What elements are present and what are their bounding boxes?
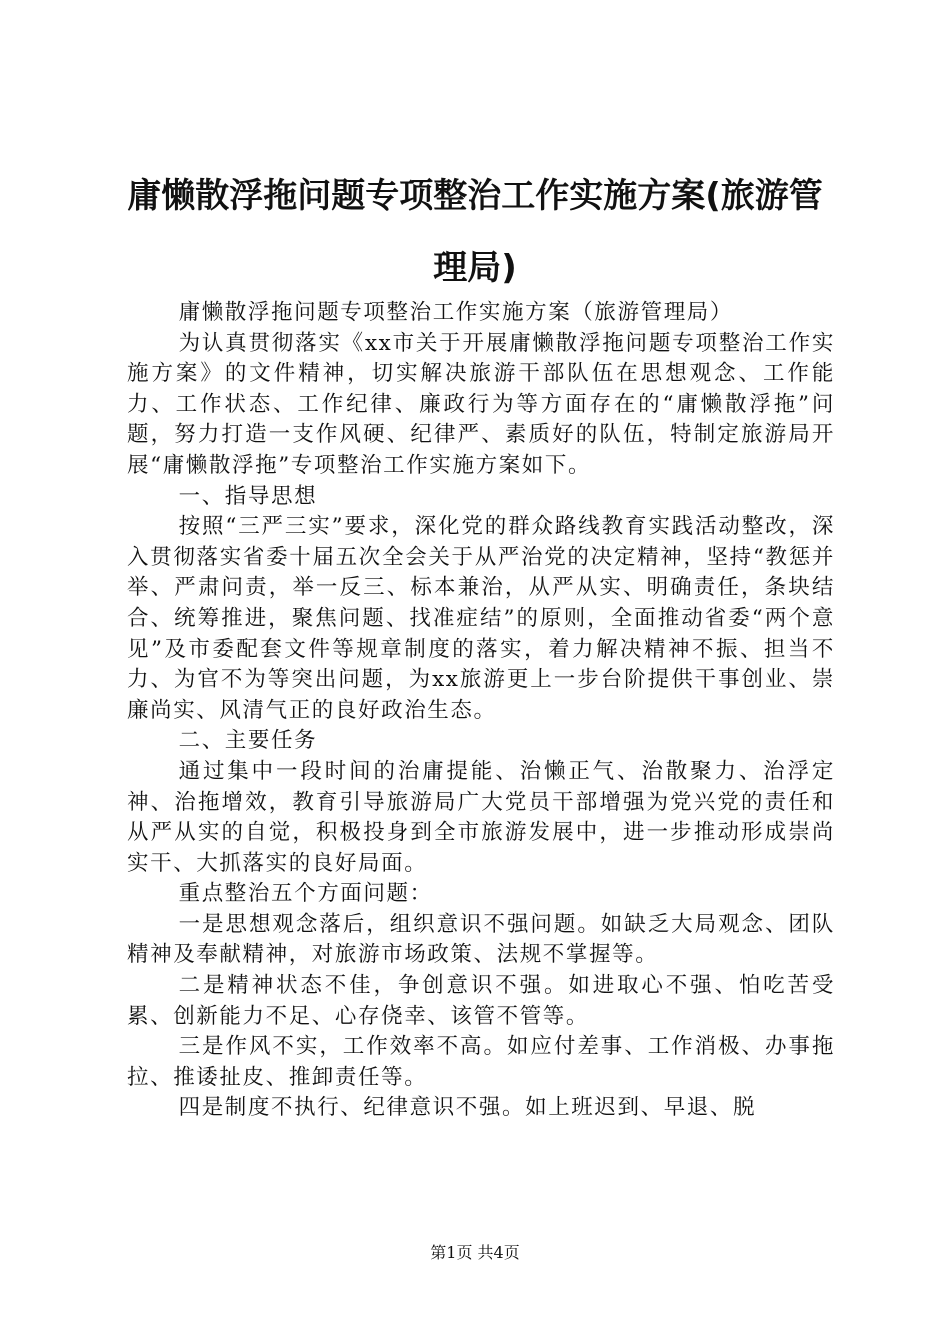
paragraph-issue-1: 一是思想观念落后，组织意识不强问题。如缺乏大局观念、团队精神及奉献精神，对旅游市场政策、法规不掌握等。: [127, 911, 835, 968]
paragraph-five-issues: 重点整治五个方面问题：: [178, 881, 433, 907]
paragraph-intro: 为认真贯彻落实《xx市关于开展庸懒散浮拖问题专项整治工作实施方案》的文件精神，切实解决旅游干部队伍在思想观念、工作能力、工作状态、工作纪律、廉政行为等方面存在的“庸懒散浮拖”问题，努力打造一支作风硬、纪律严、素质好的队伍，特制定旅游局开展“庸懒散浮拖”专项整治工作实施方案如下。: [127, 330, 835, 478]
paragraph-issue-2: 二是精神状态不佳，争创意识不强。如进取心不强、怕吃苦受累、创新能力不足、心存侥幸、该管不管等。: [127, 973, 835, 1029]
paragraph-issue-4: 四是制度不执行、纪律意识不强。如上班迟到、早退、脱: [178, 1095, 757, 1121]
section-heading-guiding-thought: 一、指导思想: [178, 483, 318, 509]
page-footer: 第1页 共4页: [430, 1243, 520, 1262]
document-title: 庸懒散浮拖问题专项整治工作实施方案(旅游管理局): [127, 176, 823, 288]
paragraph-main-tasks: 通过集中一段时间的治庸提能、治懒正气、治散聚力、治浮定神、治拖增效，教育引导旅游局广大党员干部增强为党兴党的责任和从严从实的自觉，积极投身到全市旅游发展中，进一步推动形成崇尚实干、大抓落实的良好局面。: [127, 758, 835, 876]
paragraph-guiding-thought: 按照“三严三实”要求，深化党的群众路线教育实践活动整改，深入贯彻落实省委十届五次全会关于从严治党的决定精神，坚持“教惩并举、严肃问责，举一反三、标本兼治，从严从实、明确责任，条块结合、统筹推进，聚焦问题、找准症结”的原则，全面推动省委“两个意见”及市委配套文件等规章制度的落实，着力解决精神不振、担当不力、为官不为等突出问题，为xx旅游更上一步台阶提供干事创业、崇廉尚实、风清气正的良好政治生态。: [127, 514, 835, 723]
paragraph-subtitle: 庸懒散浮拖问题专项整治工作实施方案（旅游管理局）: [178, 300, 733, 325]
paragraph-issue-3: 三是作风不实，工作效率不高。如应付差事、工作消极、办事拖拉、推诿扯皮、推卸责任等。: [127, 1034, 835, 1090]
section-heading-main-tasks: 二、主要任务: [178, 728, 318, 754]
document-body: [127, 298, 835, 1124]
